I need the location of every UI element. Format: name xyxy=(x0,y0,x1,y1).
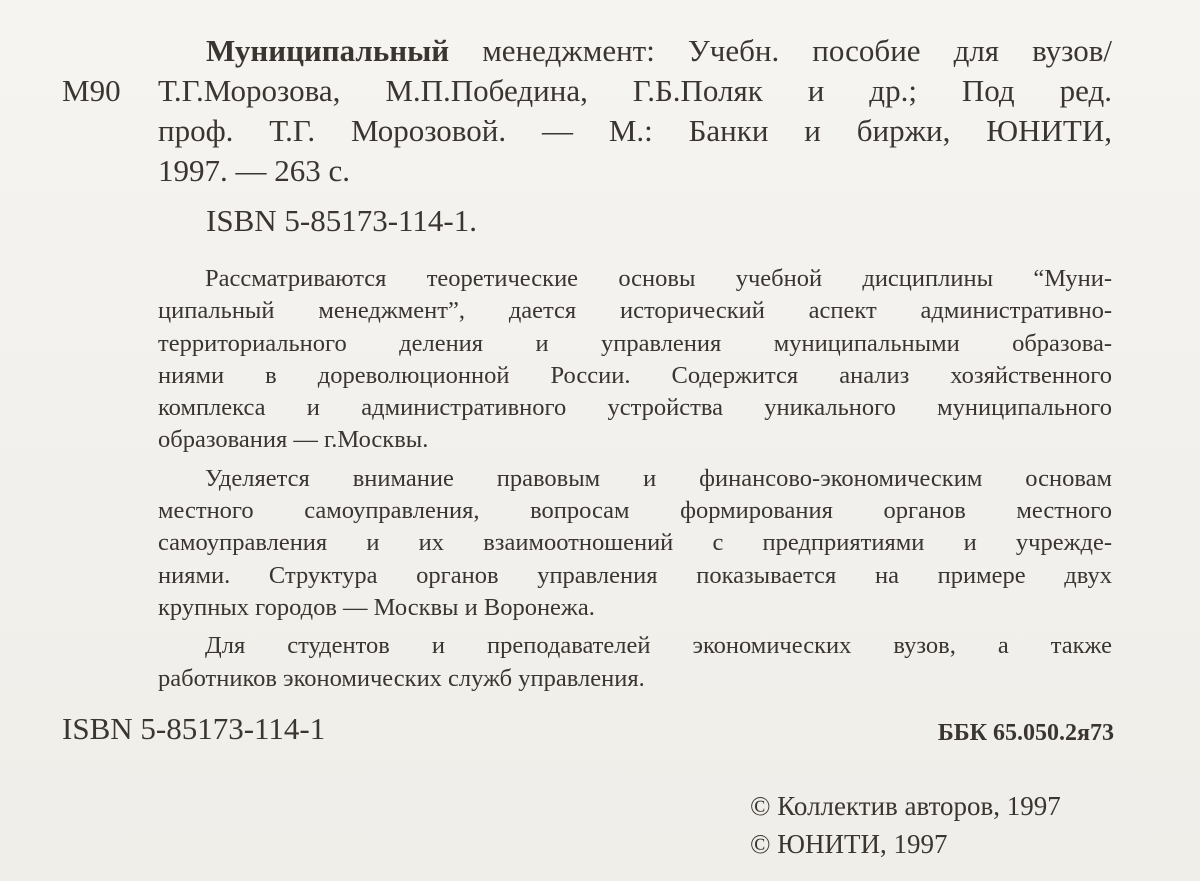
copyright-block xyxy=(750,787,1061,863)
library-code: М90 xyxy=(62,73,121,108)
catalog-entry xyxy=(158,31,1112,241)
entry-publisher-line: проф. Т.Г. Морозовой. — М.: Банки и биржи, ЮНИТИ, xyxy=(158,113,1112,148)
copyright-publisher: © ЮНИТИ, 1997 xyxy=(750,829,948,859)
annotation-line: Рассматриваются теоретические основы учебной дисциплины “Муни- xyxy=(205,265,1112,292)
entry-isbn: ISBN 5-85173-114-1. xyxy=(206,203,477,238)
annotation-line: образования — г.Москвы. xyxy=(158,426,429,454)
footer-isbn: ISBN 5-85173-114-1 xyxy=(62,711,326,746)
annotation-line: крупных городов — Москвы и Воронежа. xyxy=(158,593,595,621)
annotation xyxy=(158,263,1112,701)
annotation-paragraph-3 xyxy=(158,630,1112,695)
annotation-line: комплекса и административного устройства уникального муниципального xyxy=(158,394,1112,422)
bbk-code: ББК 65.050.2я73 xyxy=(937,720,1114,746)
entry-authors-line: Т.Г.Морозова, М.П.Победина, Г.Б.Поляк и др.; Под ред. xyxy=(158,73,1112,108)
annotation-line: Для студентов и преподавателей экономических вузов, а также xyxy=(205,632,1112,660)
annotation-line: Уделяется внимание правовым и финансово-экономическим основам xyxy=(205,464,1112,492)
annotation-line: ниями. Структура органов управления показывается на примере двух xyxy=(158,561,1112,589)
entry-title-line xyxy=(158,31,1112,71)
annotation-line: самоуправления и их взаимоотношений с предприятиями и учрежде- xyxy=(158,529,1112,557)
entry-title-bold: Муниципальный xyxy=(206,33,450,68)
entry-year-line: 1997. — 263 с. xyxy=(158,153,351,188)
annotation-line: ниями в дореволюционной России. Содержится анализ хозяйственного xyxy=(158,361,1112,389)
annotation-line: ципальный менеджмент”, дается исторический аспект административно- xyxy=(158,297,1112,325)
entry-title-rest: менеджмент: Учебн. пособие для вузов/ xyxy=(482,33,1112,68)
annotation-line: работников экономических служб управления. xyxy=(158,664,645,692)
annotation-paragraph-2 xyxy=(158,463,1112,624)
copyright-authors: © Коллектив авторов, 1997 xyxy=(750,791,1061,821)
annotation-line: территориального деления и управления муниципальными образова- xyxy=(158,329,1112,357)
annotation-line: местного самоуправления, вопросам формирования органов местного xyxy=(158,497,1112,525)
annotation-paragraph-1 xyxy=(158,263,1112,457)
